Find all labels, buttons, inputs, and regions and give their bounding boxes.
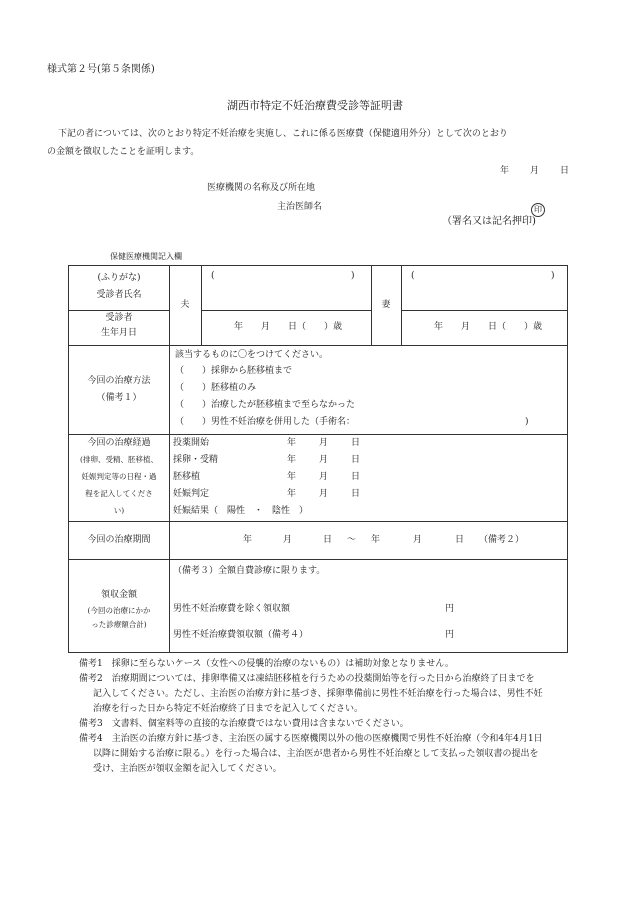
- period-label: 今回の治療期間: [87, 535, 151, 545]
- ymd-m-2: 月: [319, 455, 329, 465]
- ymd-y-1: 年: [287, 438, 297, 448]
- ymd-y-4: 年: [287, 489, 297, 499]
- process-item-3: 胚移植: [173, 472, 201, 482]
- method-option-4[interactable]: （ ）男性不妊治療を併用した（手術名：: [175, 417, 356, 427]
- husband-furigana-close: ): [351, 271, 355, 281]
- date-month-label: 月: [530, 166, 540, 176]
- method-label: 今回の治療方法: [87, 376, 151, 386]
- institution-label: 医療機関の名称及び所在地: [207, 183, 316, 193]
- page-title: 湖西市特定不妊治療費受診等証明書: [227, 99, 403, 112]
- ymd-y-2: 年: [287, 455, 297, 465]
- stamp-mark: 印: [531, 197, 545, 217]
- process-item-2: 採卵・受精: [173, 455, 219, 465]
- amount-sub-1: (今回の治療にかか: [87, 606, 151, 615]
- method-option-1[interactable]: （ ）採卵から胚移植まで: [175, 366, 293, 376]
- period-note: （備考２）: [479, 535, 525, 545]
- ymd-d-2: 日: [351, 455, 361, 465]
- period-end-month: 月: [413, 535, 423, 545]
- husband-dob-field[interactable]: 年 月 日（ ）歳: [234, 322, 343, 332]
- amount-sub-2: った診療額合計): [91, 620, 147, 629]
- amount-line-2: 男性不妊治療費領収額（備考４）: [173, 630, 309, 640]
- period-start-day: 日: [323, 535, 333, 545]
- husband-label: 夫: [180, 300, 190, 310]
- wife-furigana-close: ): [551, 271, 555, 281]
- ymd-d-3: 日: [351, 472, 361, 482]
- form-number: 様式第２号(第５条関係): [47, 64, 155, 75]
- note-2-line-2: 記入してください。ただし、主治医の治療方針に基づき、採卵準備前に男性不妊治療を行った場合は、男性不妊: [93, 689, 543, 699]
- date-day-label: 日: [560, 166, 570, 176]
- method-instruction: 該当するものに〇をつけてください。: [175, 350, 329, 360]
- period-end-day: 日: [455, 535, 465, 545]
- certificate-table: [68, 265, 568, 653]
- doctor-label: 主治医師名: [277, 202, 323, 212]
- method-option-2[interactable]: （ ）胚移植のみ: [175, 383, 257, 393]
- date-year-label: 年: [500, 166, 510, 176]
- period-end-year: 年: [371, 535, 381, 545]
- pregnancy-result[interactable]: 妊娠結果（ 陽性 ・ 陰性 ）: [173, 506, 309, 516]
- process-item-1: 投薬開始: [173, 438, 210, 448]
- note-3-line-1: 備考3 文書料、個室料等の直接的な治療費ではない費用は含まないでください。: [79, 719, 409, 729]
- amount-note: （備考３）全額自費診療に限ります。: [173, 566, 326, 576]
- dob-label-2: 生年月日: [100, 328, 137, 338]
- note-4-line-1: 備考4 主治医の治療方針に基づき、主治医の属する医療機関以外の他の医療機関で男性不妊治療（令和4年4月1日: [79, 734, 543, 744]
- ymd-m-1: 月: [319, 438, 329, 448]
- ymd-m-4: 月: [319, 489, 329, 499]
- intro-line-1: 下記の者については、次のとおり特定不妊治療を実施し、これに係る医療費（保健適用外分）として次のとおり: [58, 129, 508, 139]
- patient-name-label: 受診者氏名: [96, 290, 142, 300]
- wife-dob-field[interactable]: 年 月 日（ ）歳: [434, 322, 543, 332]
- note-2-line-1: 備考2 治療期間については、排卵準備又は凍結胚移植を行うための投薬開始等を行った日から治療終了日までを: [79, 674, 535, 684]
- period-start-year: 年: [243, 535, 253, 545]
- note-1-line-1: 備考1 採卵に至らないケース（女性への侵襲的治療のないもの）は補助対象となりません。: [79, 659, 454, 669]
- amount-yen-1[interactable]: 円: [445, 604, 455, 614]
- period-start-month: 月: [283, 535, 293, 545]
- section-label: 保健医療機関記入欄: [110, 252, 182, 261]
- husband-furigana-open: (: [211, 271, 215, 281]
- amount-line-1: 男性不妊治療費を除く領収額: [173, 604, 291, 614]
- wife-label: 妻: [381, 300, 391, 310]
- method-note: （備考１）: [96, 393, 142, 403]
- amount-yen-2[interactable]: 円: [445, 630, 455, 640]
- process-note-2: 妊娠判定等の日程・過: [81, 472, 157, 481]
- furigana-label: (ふりがな): [97, 273, 141, 283]
- ymd-m-3: 月: [319, 472, 329, 482]
- process-label: 今回の治療経過: [87, 438, 151, 448]
- ymd-y-3: 年: [287, 472, 297, 482]
- note-2-line-3: 治療を行った日から特定不妊治療終了日までを記入してください。: [93, 704, 364, 714]
- notes: [79, 657, 559, 777]
- process-note-3: 程を記入してくださ: [85, 489, 153, 498]
- ymd-d-1: 日: [351, 438, 361, 448]
- method-option-4-close: ): [525, 417, 529, 427]
- note-4-line-2: 以降に開始する治療に限る。）を行った場合は、主治医が患者から男性不妊治療として支払った領収書の提出を: [93, 749, 539, 759]
- method-option-3[interactable]: （ ）治療したが胚移植まで至らなかった: [175, 400, 356, 410]
- sign-note: （署名又は記名押印): [442, 216, 536, 227]
- process-note-1: (排卵、受精、胚移植、: [80, 455, 158, 464]
- dob-label-1: 受診者: [105, 313, 133, 323]
- intro-line-2: の金額を徴収したことを証明します。: [47, 147, 200, 157]
- process-item-4: 妊娠判定: [173, 489, 210, 499]
- period-tilde: ～: [347, 535, 357, 545]
- process-note-4: い): [113, 506, 125, 515]
- ymd-d-4: 日: [351, 489, 361, 499]
- note-4-line-3: 受け、主治医が領収金額を記入してください。: [93, 764, 282, 774]
- wife-furigana-open: (: [411, 271, 415, 281]
- amount-label: 領収金額: [100, 590, 137, 600]
